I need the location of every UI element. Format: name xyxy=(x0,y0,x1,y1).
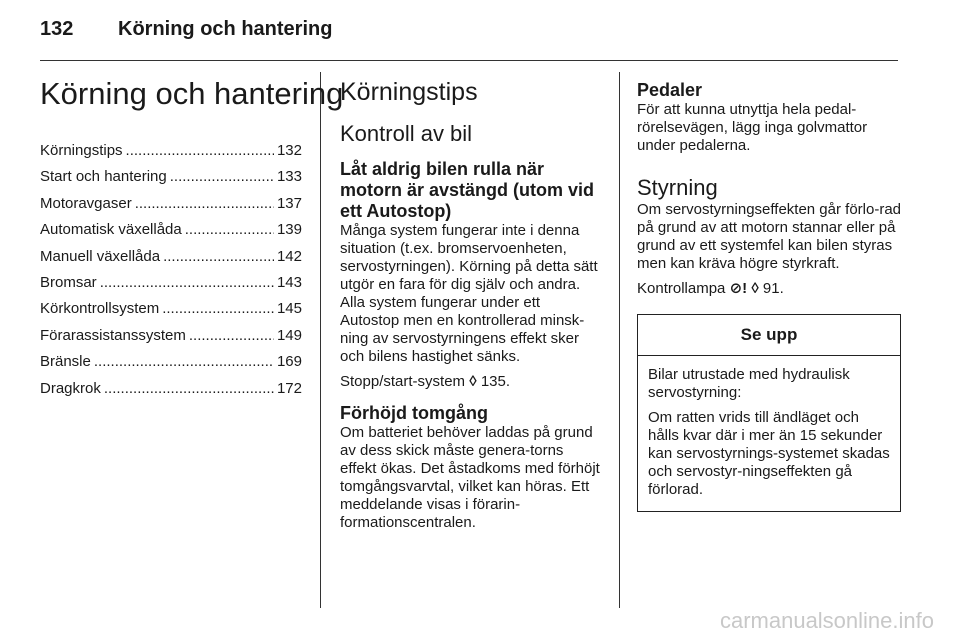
toc-leader xyxy=(163,248,274,265)
header-rule xyxy=(40,60,898,61)
toc-label: Dragkrok xyxy=(40,379,101,397)
running-title: Körning och hantering xyxy=(118,18,333,40)
toc-label: Förarassistanssystem xyxy=(40,326,186,344)
body-steering: Om servostyrningseffekten går förlo-rad på grund av att motorn stannar eller på grund av ett systemfel kan bilen styras men kan kräva högre styrkraft. xyxy=(637,201,902,272)
toc-page: 142 xyxy=(276,247,302,265)
body-rolling: Många system fungerar inte i denna situation (t.ex. bromservoenheten, servostyrningen). Körning på detta sätt utgör en fara för dig själv och andra. Alla system fungerar under ett Autostop men en kontrollerad minsk-ning av servostyrningens effekt sker och bilens hastighet sänks. xyxy=(340,222,598,365)
toc-item[interactable] xyxy=(40,380,302,406)
reference-lamp xyxy=(637,280,901,298)
caution-text-1: Bilar utrustade med hydraulisk servostyrning: xyxy=(648,366,850,401)
table-of-contents xyxy=(40,142,302,406)
toc-label: Start och hantering xyxy=(40,168,167,186)
caution-box xyxy=(637,314,901,512)
toc-leader xyxy=(170,168,274,185)
heading-idle: Förhöjd tomgång xyxy=(340,403,488,423)
toc-item[interactable] xyxy=(40,327,302,353)
toc-item[interactable] xyxy=(40,168,302,194)
toc-page: 132 xyxy=(276,142,302,159)
toc-label: Automatisk växellåda xyxy=(40,221,182,239)
caution-text-2: Om ratten vrids till ändläget och hålls kvar där i mer än 15 sekunder kan servostyrnings-systemet skadas och servostyr-ningseffekten gå förlorad. xyxy=(648,409,890,498)
toc-leader xyxy=(185,221,274,238)
toc-page: 149 xyxy=(276,326,302,344)
heading-pedals: Pedaler xyxy=(637,80,703,100)
toc-label: Bromsar xyxy=(40,273,97,291)
toc-column xyxy=(40,68,344,406)
page-header xyxy=(40,18,332,41)
toc-label: Körningstips xyxy=(40,142,123,159)
reference-arrow-icon: ◊ xyxy=(751,280,759,297)
toc-leader xyxy=(189,327,274,344)
section-title: Körningstips xyxy=(340,78,478,106)
toc-label: Bränsle xyxy=(40,353,91,371)
toc-leader xyxy=(126,142,274,159)
toc-item[interactable] xyxy=(40,221,302,247)
reference-page[interactable]: 135. xyxy=(480,373,511,390)
body-pedals: För att kunna utnyttja hela pedal-rörelsevägen, lägg inga golvmattor under pedalerna. xyxy=(637,101,868,154)
toc-item[interactable] xyxy=(40,353,302,379)
toc-label: Manuell växellåda xyxy=(40,247,161,265)
toc-item[interactable] xyxy=(40,142,302,168)
reference-startstop xyxy=(340,373,602,391)
heading-steering: Styrning xyxy=(637,175,718,200)
toc-label: Körkontrollsystem xyxy=(40,300,160,318)
column-divider-left xyxy=(320,72,321,608)
reference-arrow-icon: ◊ xyxy=(469,373,477,390)
steering-warning-icon: ⊘! xyxy=(729,280,748,297)
toc-page: 145 xyxy=(276,300,302,318)
right-column xyxy=(637,68,901,512)
toc-label: Motoravgaser xyxy=(40,194,132,212)
toc-page: 172 xyxy=(276,379,302,397)
toc-page: 137 xyxy=(276,194,302,212)
caution-title: Se upp xyxy=(638,315,900,356)
watermark: carmanualsonline.info xyxy=(719,608,934,633)
page-number: 132 xyxy=(40,18,74,40)
toc-page: 133 xyxy=(276,168,302,186)
toc-item[interactable] xyxy=(40,195,302,221)
toc-item[interactable] xyxy=(40,248,302,274)
toc-item[interactable] xyxy=(40,300,302,326)
chapter-title: Körning och hantering xyxy=(40,76,344,111)
caution-body xyxy=(638,356,900,511)
toc-page: 139 xyxy=(276,221,302,239)
main-column xyxy=(340,68,602,532)
section-subtitle: Kontroll av bil xyxy=(340,121,473,146)
heading-rolling: Låt aldrig bilen rulla när motorn är avstängd (utom vid ett Autostop) xyxy=(340,159,595,221)
toc-page: 143 xyxy=(276,273,302,291)
toc-leader xyxy=(162,300,274,317)
column-divider-right xyxy=(619,72,620,608)
reference-page[interactable]: 91. xyxy=(762,280,784,297)
toc-leader xyxy=(100,274,274,291)
toc-leader xyxy=(94,353,274,370)
toc-leader xyxy=(135,195,274,212)
body-idle: Om batteriet behöver laddas på grund av dess skick måste genera-torns effekt ökas. Det åstadkoms med förhöjt tomgångsvarvtal, vilket kan höras. Ett meddelande visas i förarin-formationscentralen. xyxy=(340,424,600,531)
toc-leader xyxy=(104,380,274,397)
lamp-label: Kontrollampa xyxy=(637,280,726,297)
reference-label: Stopp/start-system xyxy=(340,373,466,390)
toc-page: 169 xyxy=(276,353,302,371)
toc-item[interactable] xyxy=(40,274,302,300)
